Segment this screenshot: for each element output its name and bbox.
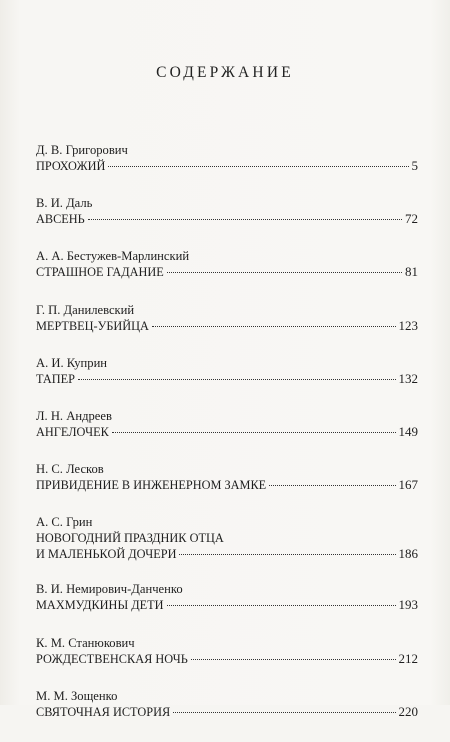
dot-leader (88, 219, 402, 220)
toc-page-number: 212 (398, 650, 418, 666)
toc-author: В. И. Немирович-Данченко (36, 582, 183, 597)
toc-entry (36, 143, 418, 196)
toc-title-row (36, 424, 418, 440)
toc-title-row (36, 477, 418, 493)
table-of-contents (36, 143, 418, 742)
toc-title: РОЖДЕСТВЕНСКАЯ НОЧЬ (36, 651, 188, 666)
toc-title-row (36, 211, 418, 227)
dot-leader (191, 659, 396, 660)
toc-title-row (36, 264, 418, 280)
toc-title-row (36, 158, 418, 174)
toc-entry (36, 249, 418, 302)
toc-page-number: 167 (398, 477, 418, 493)
toc-page-number: 220 (398, 703, 418, 719)
toc-title-row (36, 597, 418, 613)
dot-leader (112, 432, 396, 433)
toc-page-number: 193 (398, 597, 418, 613)
toc-entry (36, 409, 418, 462)
toc-title: И МАЛЕНЬКОЙ ДОЧЕРИ (36, 547, 177, 562)
toc-title: МЕРТВЕЦ-УБИЙЦА (36, 318, 149, 333)
toc-entry (36, 462, 418, 515)
dot-leader (152, 326, 396, 327)
toc-title-row (36, 371, 418, 387)
toc-title: МАХМУДКИНЫ ДЕТИ (36, 598, 164, 613)
dot-leader (167, 272, 402, 273)
toc-title: ТАПЕР (36, 371, 76, 386)
toc-author: А. И. Куприн (36, 355, 108, 370)
toc-author: Г. П. Данилевский (36, 302, 135, 317)
toc-title-row (36, 318, 418, 334)
toc-author: А. С. Грин (36, 515, 93, 530)
toc-title: ПРИВИДЕНИЕ В ИНЖЕНЕРНОМ ЗАМКЕ (36, 478, 267, 493)
toc-title-row (36, 704, 418, 720)
toc-entry (36, 515, 418, 582)
dot-leader (78, 379, 395, 380)
toc-page-number: 81 (405, 264, 418, 280)
dot-leader (108, 166, 408, 167)
dot-leader (179, 554, 395, 555)
toc-author: В. И. Даль (36, 196, 93, 211)
toc-author: Л. Н. Андреев (36, 408, 112, 423)
toc-author: К. М. Станюкович (36, 635, 135, 650)
toc-entry (36, 689, 418, 742)
toc-entry (36, 636, 418, 689)
dot-leader (173, 712, 395, 713)
toc-title: АНГЕЛОЧЕК (36, 424, 109, 439)
toc-heading: СОДЕРЖАНИЕ (156, 64, 294, 81)
toc-author: М. М. Зощенко (36, 688, 118, 703)
toc-entry (36, 356, 418, 409)
toc-entry (36, 582, 418, 635)
toc-page-number: 5 (411, 158, 418, 173)
toc-title: СТРАШНОЕ ГАДАНИЕ (36, 265, 164, 280)
toc-entry (36, 303, 418, 356)
toc-page-number: 72 (405, 211, 418, 227)
dot-leader (269, 485, 395, 486)
toc-page-number: 132 (398, 370, 418, 386)
dot-leader (167, 605, 396, 606)
toc-title: АВСЕНЬ (36, 212, 85, 227)
toc-title-row (36, 651, 418, 667)
toc-title: СВЯТОЧНАЯ ИСТОРИЯ (36, 704, 171, 719)
toc-page-number: 149 (398, 423, 418, 439)
toc-page-number: 186 (398, 546, 418, 562)
toc-author: Д. В. Григорович (36, 143, 128, 157)
toc-entry (36, 196, 418, 249)
toc-author: Н. С. Лесков (36, 462, 104, 477)
toc-page-number: 123 (398, 317, 418, 333)
toc-title-line: НОВОГОДНИЙ ПРАЗДНИК ОТЦА (36, 531, 224, 546)
toc-title: ПРОХОЖИЙ (36, 159, 106, 173)
toc-title-row (36, 546, 418, 562)
toc-author: А. А. Бестужев-Марлинский (36, 249, 190, 264)
